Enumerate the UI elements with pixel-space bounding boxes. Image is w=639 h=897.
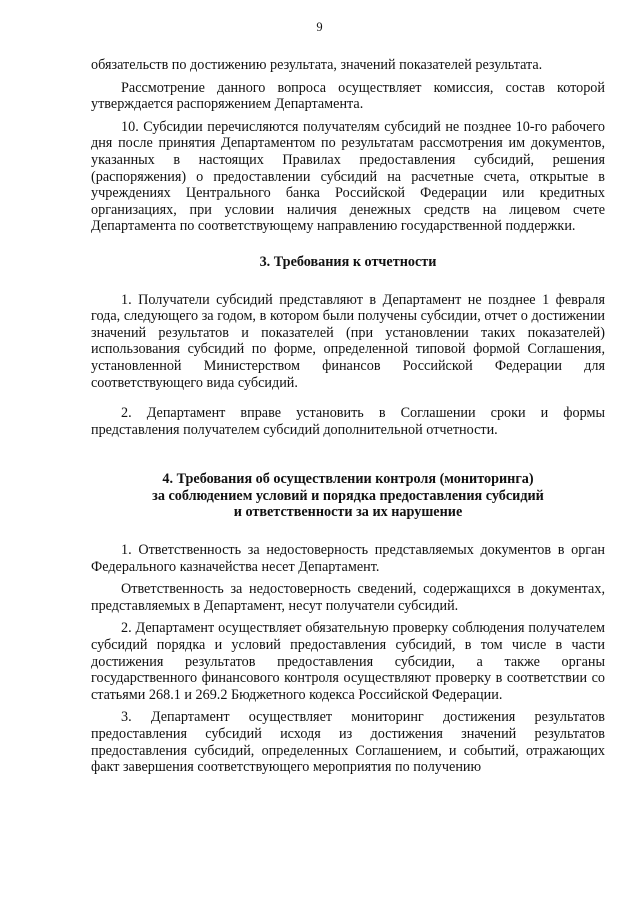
- section-4-title-line-1: 4. Требования об осуществлении контроля (мониторинга): [162, 471, 534, 488]
- section-4-paragraph-3: 3. Департамент осуществляет мониторинг достижения результатов предоставления субсидий исходя из достижения значений результатов предоставления субсидий, определенных Соглашением, и событий, отражающих факт завершения соответствующего мероприятия по получению: [91, 709, 605, 776]
- paragraph-commission: Рассмотрение данного вопроса осуществляет комиссия, состав которой утверждается распоряжением Департамента.: [91, 79, 605, 113]
- section-4-title: [91, 471, 605, 521]
- section-3-title: [91, 254, 605, 271]
- document-body: [91, 57, 605, 782]
- page-number: 9: [316, 20, 323, 34]
- section-3-paragraph-1: 1. Получатели субсидий представляют в Департамент не позднее 1 февраля года, следующего за годом, в котором были получены субсидии, отчет о достижении значений результатов и показателей (при установлении таких показателей) использования субсидий по форме, определенной типовой формой Соглашения, установленной Министерством финансов Российской Федерации для соответствующего вида субсидий.: [91, 291, 605, 391]
- section-4-title-line-3: и ответственности за их нарушение: [233, 504, 463, 521]
- section-4-title-line-2: за соблюдением условий и порядка предоставления субсидий: [152, 487, 544, 504]
- paragraph-item-10: 10. Субсидии перечисляются получателям субсидий не позднее 10-го рабочего дня после принятия Департаментом по результатам рассмотрения им документов, указанных в настоящих Правилах предоставления субсидий, решения (распоряжения) о предоставлении субсидий на расчетные счета, открытые в учреждениях Центрального банка Российской Федерации или кредитных организациях, при условии наличия денежных средств на лицевом счете Департамента по соответствующему направлению государственной поддержки.: [91, 118, 605, 235]
- section-4-paragraph-2: 2. Департамент осуществляет обязательную проверку соблюдения получателем субсидий порядка и условий предоставления субсидий, в том числе в части достижения результатов предоставления субсидии, а также органы государственного финансового контроля осуществляют проверку в соответствии со статьями 268.1 и 269.2 Бюджетного кодекса Российской Федерации.: [91, 620, 605, 703]
- paragraph-continuation: обязательств по достижению результата, значений показателей результата.: [91, 57, 543, 73]
- section-4-paragraph-1b: Ответственность за недостоверность сведений, содержащихся в документах, представляемых в Департамент, несут получатели субсидий.: [91, 581, 605, 614]
- section-3-paragraph-2: 2. Департамент вправе установить в Соглашении сроки и формы представления получателем субсидий дополнительной отчетности.: [91, 405, 605, 438]
- section-3-title-line: 3. Требования к отчетности: [259, 253, 437, 270]
- section-4-paragraph-1: 1. Ответственность за недостоверность представляемых документов в орган Федерального казначейства несет Департамент.: [91, 542, 605, 575]
